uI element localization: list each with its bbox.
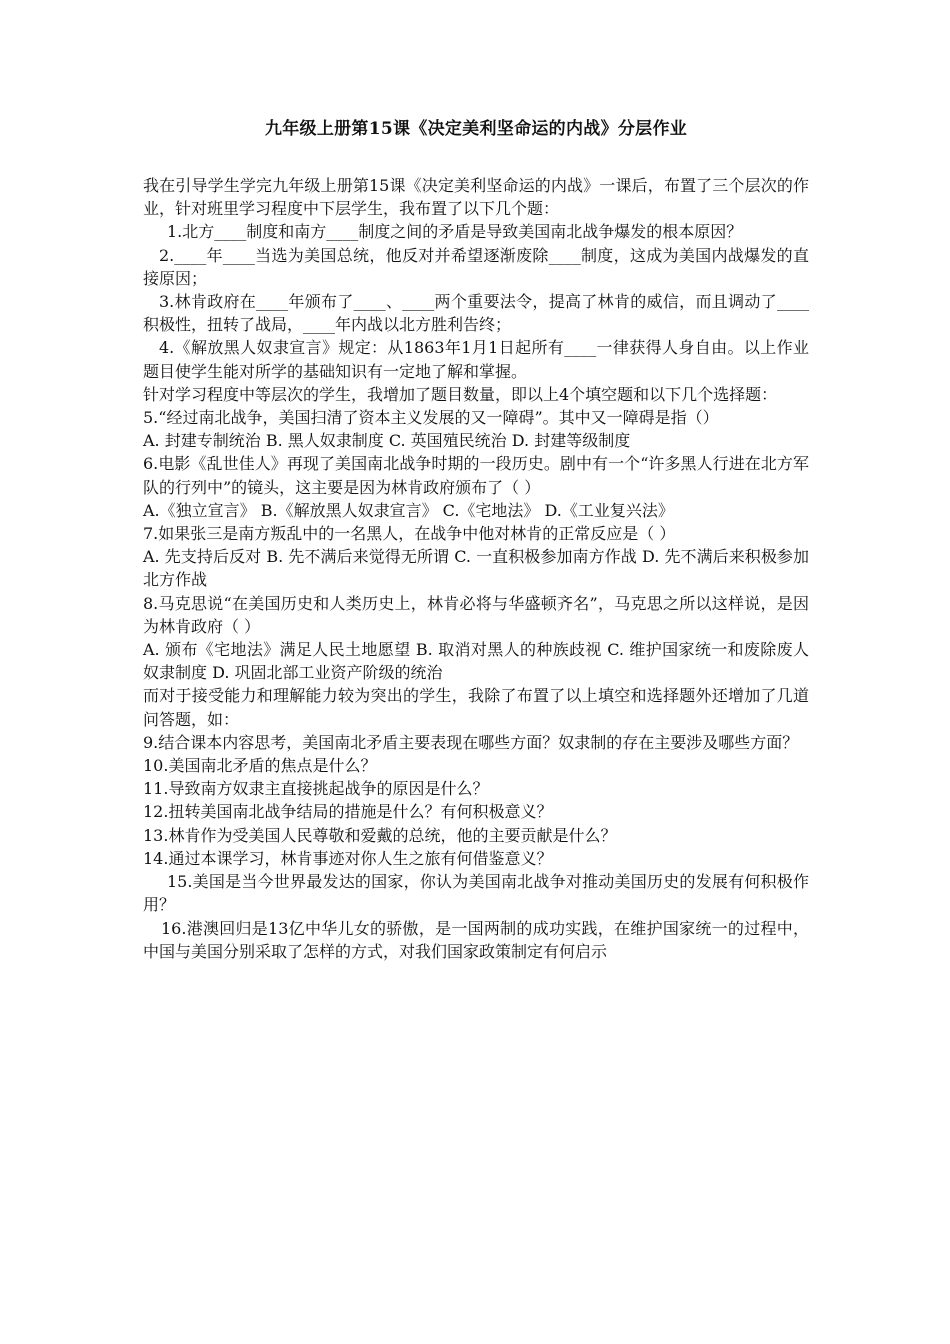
question-11: 11.导致南方奴隶主直接挑起战争的原因是什么？	[143, 779, 489, 799]
question-2: 2.____年____当选为美国总统，他反对并希望逐渐废除____制度，这成为美国内战爆发的直接原因；	[143, 245, 809, 288]
intro-paragraph: 我在引导学生学完九年级上册第15课《决定美利坚命运的内战》一课后，布置了三个层次的作业，针对班里学习程度中下层学生，我布置了以下几个题：	[143, 176, 809, 219]
question-6: 6.电影《乱世佳人》再现了美国南北战争时期的一段历史。剧中有一个“许多黑人行进在北方军队的行列中”的镜头，这主要是因为林肯政府颁布了（ ）	[143, 454, 809, 497]
question-14: 14.通过本课学习，林肯事迹对你人生之旅有何借鉴意义？	[143, 848, 553, 868]
question-5: 5.“经过南北战争，美国扫清了资本主义发展的又一障碍”。其中又一障碍是指（）	[143, 408, 719, 428]
question-5-options: A. 封建专制统治 B. 黑人奴隶制度 C. 英国殖民统治 D. 封建等级制度	[143, 431, 631, 451]
question-10: 10.美国南北矛盾的焦点是什么？	[143, 756, 377, 776]
question-13: 13.林肯作为受美国人民尊敬和爱戴的总统，他的主要贡献是什么？	[143, 825, 617, 845]
document-title: 九年级上册第15课《决定美利坚命运的内战》分层作业	[264, 119, 688, 139]
question-9: 9.结合课本内容思考，美国南北矛盾主要表现在哪些方面？奴隶制的存在主要涉及哪些方面？	[143, 732, 799, 752]
question-16: 16.港澳回归是13亿中华儿女的骄傲，是一国两制的成功实践，在维护国家统一的过程中，中国与美国分别采取了怎样的方式，对我们国家政策制定有何启示	[143, 918, 809, 961]
middle-level-intro: 针对学习程度中等层次的学生，我增加了题目数量，即以上4个填空题和以下几个选择题：	[143, 384, 778, 404]
document-body	[143, 174, 809, 963]
document-page	[143, 118, 809, 963]
question-12: 12.扭转美国南北战争结局的措施是什么？有何积极意义？	[143, 802, 553, 822]
question-15: 15.美国是当今世界最发达的国家，你认为美国南北战争对推动美国历史的发展有何积极作用？	[143, 872, 809, 915]
question-8: 8.马克思说“在美国历史和人类历史上，林肯必将与华盛顿齐名”，马克思之所以这样说，是因为林肯政府（ ）	[143, 593, 809, 636]
question-7: 7.如果张三是南方叛乱中的一名黑人，在战争中他对林肯的正常反应是（ ）	[143, 524, 676, 544]
question-1: 1.北方____制度和南方____制度之间的矛盾是导致美国南北战争爆发的根本原因？	[167, 222, 743, 242]
question-6-options: A.《独立宣言》 B.《解放黑人奴隶宣言》 C.《宅地法》 D.《工业复兴法》	[143, 500, 674, 520]
question-7-options: A. 先支持后反对 B. 先不满后来觉得无所谓 C. 一直积极参加南方作战 D. 先不满后来积极参加北方作战	[143, 547, 809, 590]
question-3: 3.林肯政府在____年颁布了____、____两个重要法令，提高了林肯的威信，而且调动了____积极性，扭转了战局，____年内战以北方胜利告终；	[143, 292, 809, 335]
advanced-level-intro: 而对于接受能力和理解能力较为突出的学生，我除了布置了以上填空和选择题外还增加了几道问答题，如：	[143, 686, 809, 729]
question-4: 4.《解放黑人奴隶宣言》规定：从1863年1月1日起所有____一律获得人身自由。以上作业题目使学生能对所学的基础知识有一定地了解和掌握。	[143, 338, 809, 381]
question-8-options: A. 颁布《宅地法》满足人民土地愿望 B. 取消对黑人的种族歧视 C. 维护国家统一和废除废人奴隶制度 D. 巩固北部工业资产阶级的统治	[143, 640, 809, 683]
